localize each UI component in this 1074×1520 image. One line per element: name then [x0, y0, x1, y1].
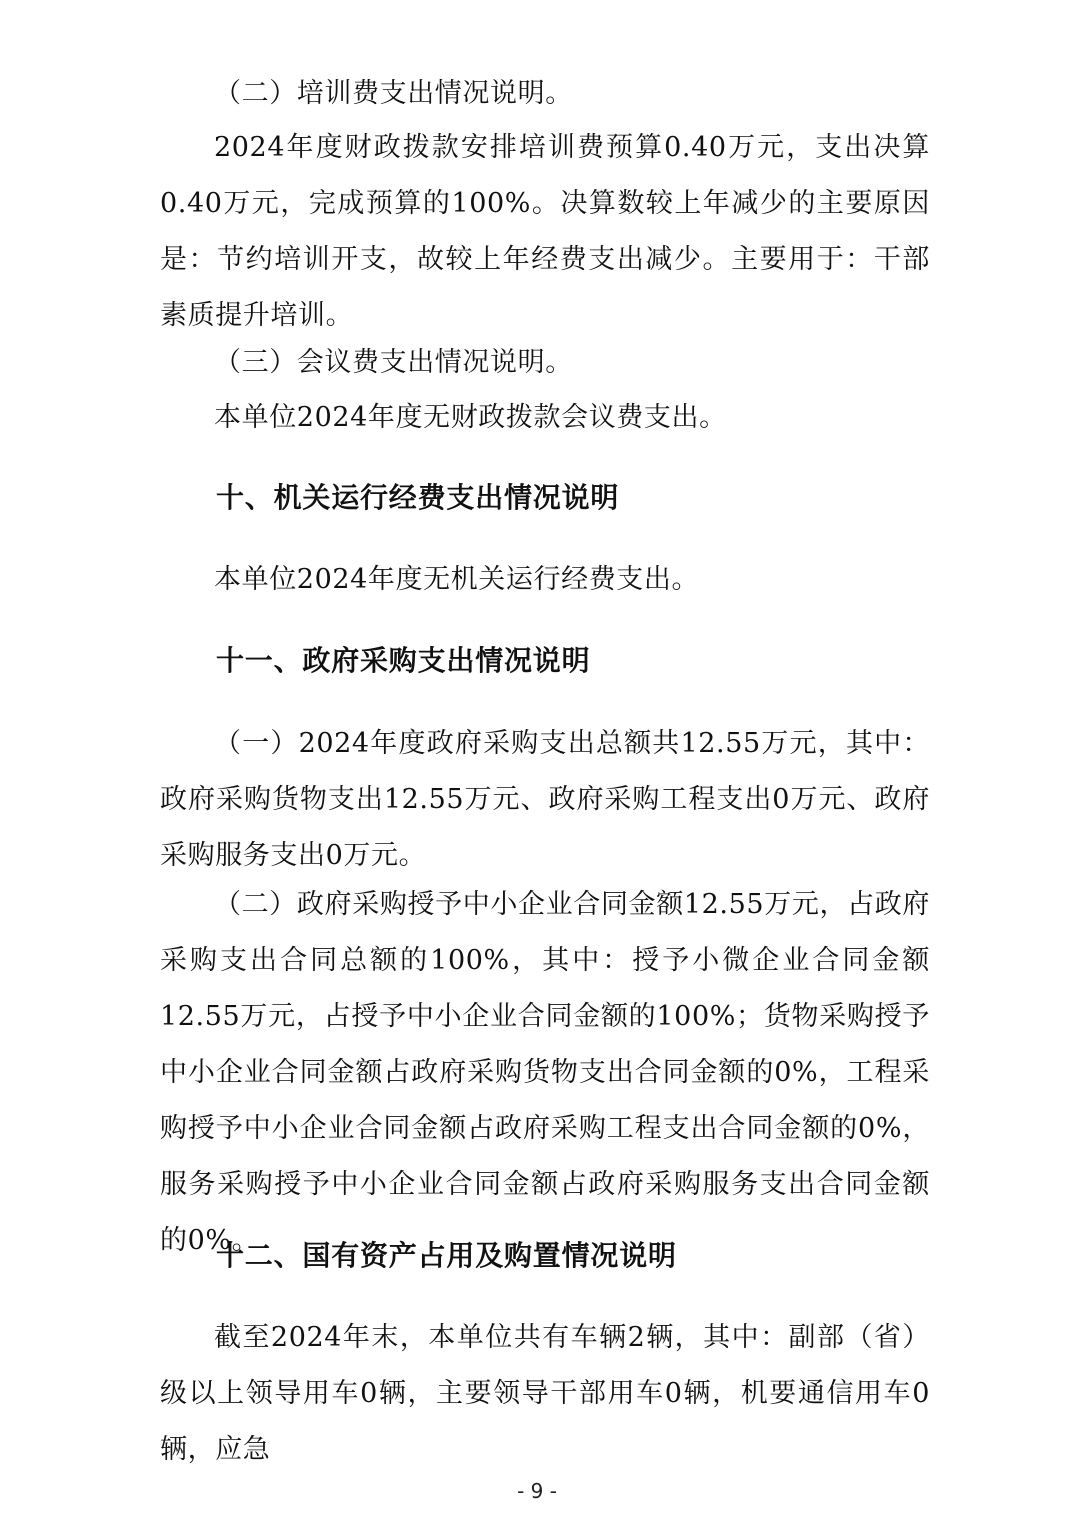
section-heading-11: 十一、政府采购支出情况说明: [216, 644, 591, 677]
page-number: - 9 -: [517, 1479, 557, 1503]
office-expense-paragraph: 本单位2024年度无机关运行经费支出。: [214, 564, 700, 595]
section-heading-12: 十二、国有资产占用及购置情况说明: [216, 1239, 677, 1272]
procurement-total-paragraph: （一）2024年度政府采购支出总额共12.55万元，其中：政府采购货物支出12.55万元、政府采购工程支出0万元、政府采购服务支出0万元。: [160, 728, 930, 871]
procurement-sme-paragraph: （二）政府采购授予中小企业合同金额12.55万元，占政府采购支出合同总额的100%，其中：授予小微企业合同金额12.55万元，占授予中小企业合同金额的100%；货物采购授予中小企业合同金额占政府采购货物支出合同金额的0%，工程采购授予中小企业合同金额占政府采购工程支出合同金额的0%，服务采购授予中小企业合同金额占政府采购服务支出合同金额的0%。: [160, 889, 930, 1256]
training-fee-subtitle: （二）培训费支出情况说明。: [214, 78, 573, 109]
training-fee-paragraph: 2024年度财政拨款安排培训费预算0.40万元，支出决算0.40万元，完成预算的100%。决算数较上年减少的主要原因是：节约培训开支，故较上年经费支出减少。主要用于：干部素质提升培训。: [160, 132, 930, 331]
meeting-fee-subtitle: （三）会议费支出情况说明。: [214, 347, 573, 378]
assets-paragraph: 截至2024年末，本单位共有车辆2辆，其中：副部（省）级以上领导用车0辆，主要领导干部用车0辆，机要通信用车0辆，应急: [160, 1322, 930, 1465]
meeting-fee-paragraph: 本单位2024年度无财政拨款会议费支出。: [214, 402, 727, 433]
section-heading-10: 十、机关运行经费支出情况说明: [216, 481, 620, 514]
